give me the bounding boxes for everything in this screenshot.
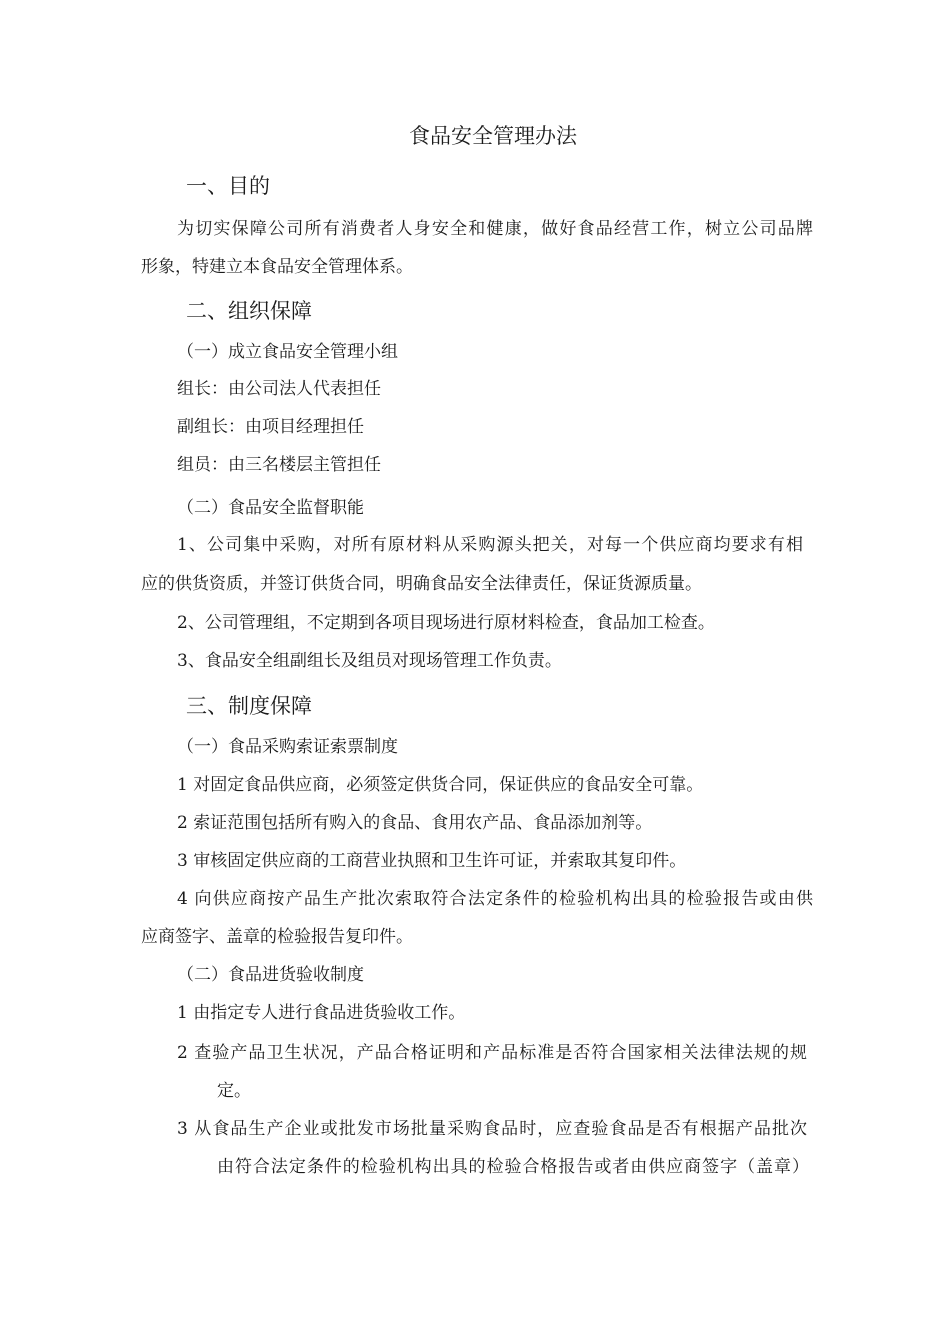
list-item: 3 从食品生产企业或批发市场批量采购食品时，应查验食品是否有根据产品批次: [177, 1119, 807, 1139]
section-heading-purpose: 一、目的: [186, 174, 270, 198]
section-heading-system: 三、制度保障: [186, 694, 312, 718]
list-item: 应的供货资质，并签订供货合同，明确食品安全法律责任，保证货源质量。: [141, 574, 702, 594]
list-item: 1、公司集中采购，对所有原材料从采购源头把关，对每一个供应商均要求有相: [177, 535, 803, 555]
subsection-heading: （二）食品进货验收制度: [177, 965, 364, 985]
list-item: 3 审核固定供应商的工商营业执照和卫生许可证，并索取其复印件。: [177, 851, 687, 871]
subsection-heading: （一）成立食品安全管理小组: [177, 342, 398, 362]
paragraph-line: 为切实保障公司所有消费者人身安全和健康，做好食品经营工作，树立公司品牌: [177, 219, 813, 239]
list-item: 副组长：由项目经理担任: [177, 417, 364, 437]
list-item: 由符合法定条件的检验机构出具的检验合格报告或者由供应商签字（盖章）: [217, 1157, 809, 1177]
section-heading-organization: 二、组织保障: [186, 299, 312, 323]
list-item: 组长：由公司法人代表担任: [177, 379, 381, 399]
list-item: 1 由指定专人进行食品进货验收工作。: [177, 1003, 466, 1023]
list-item: 3、食品安全组副组长及组员对现场管理工作负责。: [177, 651, 562, 671]
list-item: 2 查验产品卫生状况，产品合格证明和产品标准是否符合国家相关法律法规的规: [177, 1043, 807, 1063]
subsection-heading: （二）食品安全监督职能: [177, 498, 364, 518]
subsection-heading: （一）食品采购索证索票制度: [177, 737, 398, 757]
list-item: 1 对固定食品供应商，必须签定供货合同，保证供应的食品安全可靠。: [177, 775, 704, 795]
list-item: 4 向供应商按产品生产批次索取符合法定条件的检验机构出具的检验报告或由供: [177, 889, 813, 909]
paragraph-line: 形象，特建立本食品安全管理体系。: [141, 257, 413, 277]
document-title: 食品安全管理办法: [409, 124, 577, 148]
list-item: 组员：由三名楼层主管担任: [177, 455, 381, 475]
list-item: 2、公司管理组，不定期到各项目现场进行原材料检查，食品加工检查。: [177, 613, 715, 633]
list-item: 应商签字、盖章的检验报告复印件。: [141, 927, 413, 947]
list-item: 2 索证范围包括所有购入的食品、食用农产品、食品添加剂等。: [177, 813, 653, 833]
list-item: 定。: [217, 1081, 251, 1101]
